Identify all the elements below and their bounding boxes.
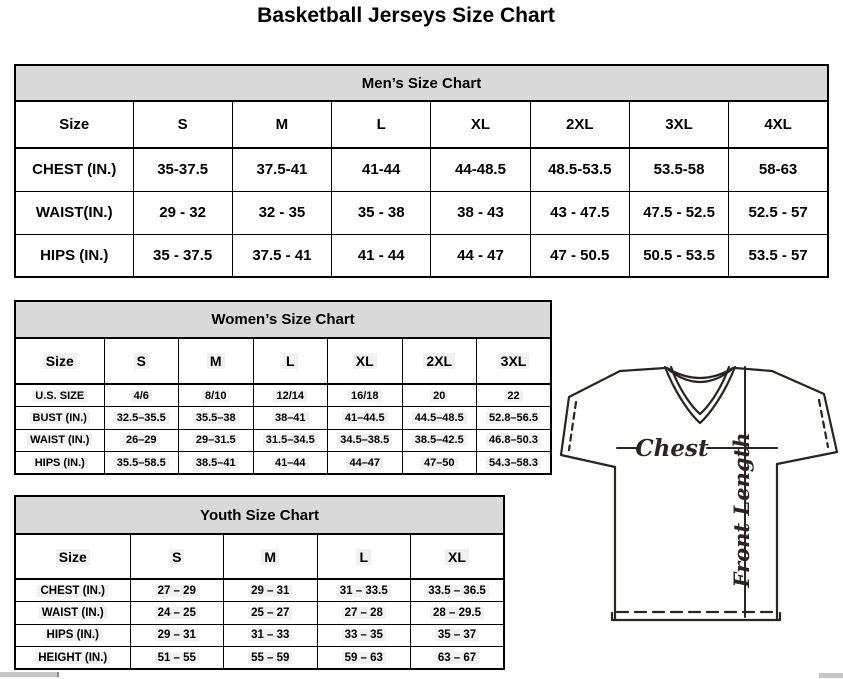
cell-value [477, 384, 552, 407]
cell-text: HIPS (IN.) [44, 629, 102, 641]
cell-value [411, 579, 505, 602]
cell-text: 8/10 [202, 390, 229, 402]
cell-text: U.S. SIZE [32, 390, 87, 402]
cell-value: 47.5 - 52.5 [629, 191, 728, 234]
jersey-measurement-diagram [558, 360, 843, 628]
cell-text: 24 – 25 [155, 607, 199, 619]
cell-text: 2XL [423, 353, 455, 369]
cell-value [253, 384, 328, 407]
cell-value [253, 407, 328, 430]
cell-value [402, 407, 477, 430]
table-row [15, 579, 504, 602]
cell-value [328, 452, 403, 475]
column-header: XL [431, 101, 530, 148]
cell-value: 35 - 38 [332, 191, 431, 234]
horizontal-scrollbar-corner [819, 673, 843, 678]
cell-value: 50.5 - 53.5 [629, 234, 728, 277]
cell-text: 54.3–58.3 [486, 457, 541, 469]
jersey-collar-back-inner [669, 370, 731, 382]
chest-measure-label: Chest [635, 435, 709, 462]
cell-value [179, 429, 254, 452]
cell-text: 33 – 35 [342, 629, 386, 641]
cell-value: 35 - 37.5 [133, 234, 232, 277]
cell-text: 46.8–50.3 [486, 434, 541, 446]
cell-value [411, 602, 505, 625]
column-header [130, 534, 224, 579]
cell-value [411, 647, 505, 670]
cell-text: 33.5 – 36.5 [425, 585, 489, 597]
row-label: CHEST (IN.) [15, 148, 133, 191]
cell-value [130, 579, 224, 602]
cell-value [104, 452, 179, 475]
row-label [15, 579, 130, 602]
column-header [402, 338, 477, 384]
row-label [15, 602, 130, 625]
cell-text: HIPS (IN.) [32, 457, 88, 469]
cell-value [317, 624, 411, 647]
cell-value: 35-37.5 [133, 148, 232, 191]
page-title: Basketball Jerseys Size Chart [257, 4, 555, 27]
table-row [15, 429, 551, 452]
cell-value [224, 602, 318, 625]
row-label [15, 452, 104, 475]
cell-value [402, 429, 477, 452]
cell-text: M [261, 549, 279, 565]
cell-value [130, 602, 224, 625]
cell-value: 52.5 - 57 [729, 191, 828, 234]
row-label: WAIST(IN.) [15, 191, 133, 234]
cell-value: 43 - 47.5 [530, 191, 629, 234]
cell-text: 31.5–34.5 [263, 434, 318, 446]
cell-value [130, 624, 224, 647]
cell-text: 35 – 37 [435, 629, 479, 641]
cell-value: 37.5 - 41 [232, 234, 331, 277]
cell-text: 20 [430, 390, 448, 402]
youth-chart-title: Youth Size Chart [15, 496, 504, 534]
cell-text: XL [353, 353, 377, 369]
cell-value: 32 - 35 [232, 191, 331, 234]
cell-text: S [169, 549, 184, 565]
cell-value [179, 384, 254, 407]
cell-text: HEIGHT (IN.) [35, 652, 110, 664]
cell-value [253, 452, 328, 475]
row-label: HIPS (IN.) [15, 234, 133, 277]
jersey-left-sleeve [561, 371, 620, 467]
cell-value: 41 - 44 [332, 234, 431, 277]
cell-value: 44-48.5 [431, 148, 530, 191]
cell-text: 55 – 59 [248, 652, 292, 664]
table-row [15, 624, 504, 647]
cell-text: 29–31.5 [193, 434, 239, 446]
cell-text: 12/14 [273, 390, 307, 402]
horizontal-scrollbar-thumb[interactable] [0, 672, 59, 677]
column-header [477, 338, 552, 384]
cell-text: 38.5–42.5 [412, 434, 467, 446]
cell-text: 22 [504, 390, 522, 402]
mens-chart-title: Men’s Size Chart [15, 65, 828, 101]
cell-value [224, 624, 318, 647]
mens-chart-title-row [15, 65, 828, 101]
column-header: 4XL [729, 101, 828, 148]
column-header: 2XL [530, 101, 629, 148]
cell-value [402, 384, 477, 407]
cell-text: 28 – 29.5 [430, 607, 484, 619]
womens-chart-title-row [15, 301, 551, 338]
cell-value [477, 429, 552, 452]
cell-text: 59 – 63 [342, 652, 386, 664]
cell-text: M [207, 353, 225, 369]
cell-text: 27 – 28 [342, 607, 386, 619]
column-header: 3XL [629, 101, 728, 148]
cell-text: 52.8–56.5 [486, 412, 541, 424]
column-header: S [133, 101, 232, 148]
cell-value [104, 384, 179, 407]
cell-value [317, 579, 411, 602]
cell-value: 53.5 - 57 [729, 234, 828, 277]
cell-value: 37.5-41 [232, 148, 331, 191]
cell-value [104, 407, 179, 430]
mens-header-row [15, 101, 828, 148]
table-row [15, 452, 551, 475]
column-header [253, 338, 328, 384]
cell-value [253, 429, 328, 452]
jersey-left-cuff-dashed-line [569, 402, 576, 450]
cell-text: 32.5–35.5 [114, 412, 169, 424]
cell-value [328, 407, 403, 430]
table-row [15, 234, 828, 277]
womens-size-table [14, 300, 552, 475]
cell-text: L [283, 353, 298, 369]
cell-text: 25 – 27 [248, 607, 292, 619]
cell-text: 38.5–41 [193, 457, 239, 469]
cell-text: 16/18 [348, 390, 382, 402]
cell-text: 38–41 [272, 412, 309, 424]
cell-text: 29 – 31 [155, 629, 199, 641]
youth-header-row [15, 534, 504, 579]
jersey-hem-band [612, 613, 780, 620]
cell-text: Size [56, 549, 90, 565]
cell-text: 27 – 29 [155, 585, 199, 597]
table-row [15, 602, 504, 625]
cell-value [411, 624, 505, 647]
table-row [15, 191, 828, 234]
column-header [328, 338, 403, 384]
column-header [317, 534, 411, 579]
cell-value: 53.5-58 [629, 148, 728, 191]
cell-text: WAIST (IN.) [27, 434, 92, 446]
cell-text: WAIST (IN.) [39, 607, 107, 619]
column-header [224, 534, 318, 579]
cell-value [402, 452, 477, 475]
cell-text: 34.5–38.5 [337, 434, 392, 446]
cell-text: 31 – 33 [248, 629, 292, 641]
cell-text: 63 – 67 [435, 652, 479, 664]
table-row [15, 647, 504, 670]
cell-text: 44.5–48.5 [412, 412, 467, 424]
size-column-label [15, 338, 104, 384]
cell-value: 41-44 [332, 148, 431, 191]
cell-value: 47 - 50.5 [530, 234, 629, 277]
column-header: M [232, 101, 331, 148]
cell-value: 58-63 [729, 148, 828, 191]
womens-header-row [15, 338, 551, 384]
table-row [15, 384, 551, 407]
cell-value [317, 647, 411, 670]
cell-text: XL [445, 549, 469, 565]
cell-text: 35.5–38 [193, 412, 239, 424]
cell-text: L [356, 549, 371, 565]
cell-text: 35.5–58.5 [114, 457, 169, 469]
front-length-measure-label: Front Length [729, 432, 754, 588]
cell-text: Size [43, 353, 77, 369]
row-label [15, 384, 104, 407]
cell-text: 26–29 [123, 434, 160, 446]
cell-value [224, 579, 318, 602]
mens-size-table [14, 64, 829, 278]
cell-text: 51 – 55 [155, 652, 199, 664]
row-label [15, 407, 104, 430]
table-row [15, 407, 551, 430]
row-label [15, 429, 104, 452]
cell-text: S [134, 353, 149, 369]
cell-value [477, 407, 552, 430]
youth-size-table [14, 495, 505, 670]
size-column-label: Size [15, 101, 133, 148]
cell-value [179, 452, 254, 475]
cell-text: 41–44 [272, 457, 309, 469]
cell-value [104, 429, 179, 452]
size-column-label [15, 534, 130, 579]
cell-value [179, 407, 254, 430]
cell-text: 47–50 [421, 457, 458, 469]
column-header [179, 338, 254, 384]
cell-text: 44–47 [346, 457, 383, 469]
cell-value [328, 384, 403, 407]
column-header: L [332, 101, 431, 148]
cell-text: 29 – 31 [248, 585, 292, 597]
table-row [15, 148, 828, 191]
cell-value [328, 429, 403, 452]
cell-text: CHEST (IN.) [37, 585, 108, 597]
jersey-left-shoulder [620, 368, 665, 371]
cell-text: BUST (IN.) [30, 412, 90, 424]
column-header [411, 534, 505, 579]
cell-value [477, 452, 552, 475]
cell-text: 41–44.5 [342, 412, 388, 424]
cell-value: 38 - 43 [431, 191, 530, 234]
cell-text: 31 – 33.5 [337, 585, 391, 597]
cell-value: 29 - 32 [133, 191, 232, 234]
cell-value [130, 647, 224, 670]
cell-value [224, 647, 318, 670]
cell-value: 44 - 47 [431, 234, 530, 277]
cell-text: 3XL [498, 353, 530, 369]
jersey-right-sleeve [772, 371, 837, 464]
womens-chart-title: Women’s Size Chart [15, 301, 551, 338]
cell-value: 48.5-53.5 [530, 148, 629, 191]
column-header [104, 338, 179, 384]
row-label [15, 624, 130, 647]
row-label [15, 647, 130, 670]
jersey-right-shoulder [735, 368, 772, 371]
youth-chart-title-row [15, 496, 504, 534]
cell-text: 4/6 [131, 390, 152, 402]
cell-value [317, 602, 411, 625]
